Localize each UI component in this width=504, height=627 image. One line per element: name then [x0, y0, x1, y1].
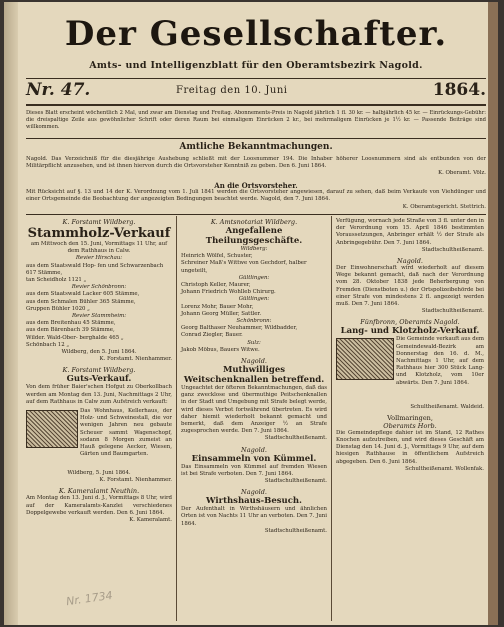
rule-columns — [26, 214, 486, 215]
ortsvorsteher-text: Mit Rücksicht auf §. 13 und 14 der K. Verordnung vom 1. Juli 1841 werden die Ortsvorsteher angewiesen, darauf zu sehen, daß beim Verkaufe von Viehdünger und einer Ortsgemeinde die Beobachtung der angezeigten Bedingungen beachtet werde. Nagold, den 7. Juni 1864. — [26, 189, 486, 203]
vollmaringen-sign: Schultheißenamt. Wollenfak. — [405, 465, 484, 472]
place-gueltlingen: Gültlingen: — [238, 274, 270, 281]
guts-verkauf-date: Wildberg, 5. Juni 1864. — [67, 470, 131, 477]
pencil-annotation: Nr. 1734 — [65, 588, 114, 609]
beherbergung-sign: Stadtschultheißenamt. — [421, 308, 484, 315]
revier3-line: Schönbach 12 „ — [26, 341, 70, 348]
revier3-line: aus dem Breitenhau 45 Stämme, — [26, 320, 116, 327]
section-heading: Amtliche Bekanntmachungen. — [179, 142, 333, 152]
column-1 — [26, 218, 172, 524]
aushebung-notice — [26, 156, 486, 178]
stammholz-date: Wildberg, den 5. Juni 1864. — [61, 349, 137, 356]
kameralamt-sign: K. Kameralamt. — [129, 517, 172, 524]
masthead-title: Der Gesellschafter. — [64, 14, 448, 54]
book-binding — [488, 2, 498, 625]
klotzholz-title: Lang- und Klotzholz-Verkauf. — [340, 326, 480, 337]
wirthshaus-text: Der Aufenthalt in Wirthshäusern und ähnlichen Orten ist von Nachts 11 Uhr an verboten. Den 7. Juni 1864. — [181, 506, 327, 527]
issue-date: Freitag den 10. Juni — [176, 85, 288, 96]
ortsvorsteher-notice — [26, 182, 486, 211]
stammholz-intro: am Mittwoch den 15. Juni, Vormittags 11 Uhr, auf dem Rathhaus in Calw. — [30, 241, 168, 255]
fuenfbronn-heading: Fünfbronn, Oberamts Nagold. — [360, 318, 460, 327]
house-woodcut-image — [26, 410, 78, 448]
guts-verkauf-sign: K. Forstamt. Nienhammer. — [99, 477, 172, 484]
forstamt-heading-2: K. Forstamt Wildberg. — [62, 366, 136, 375]
kameralamt-text: Am Montag den 13. Juni d. J., Vormittags 8 Uhr, wird auf der Kameralamts-Kanzlei verschiedenes Doppelgewebe verkauft werden. Den 6. Juni 1864. — [26, 495, 172, 516]
guts-verkauf-text: Von dem früher Baier'schen Hofgut zu Oberkollbach werden am Montag den 13. Juni, Nachmittags 2 Uhr, auf dem Rathhaus in Calw zum Aufstreich verkauft: — [26, 384, 172, 405]
name-entry: Lorenz Mohr, Bauer Mohr, — [181, 303, 254, 310]
revier2-line: aus dem Staatswald Lacker 605 Stämme, — [26, 291, 140, 298]
place-sulz: Sulz: — [247, 339, 261, 346]
aushebung-sign: K. Oberamt. Völz. — [438, 170, 486, 177]
revier1-line: tan Scheidholz 1121 „ — [26, 277, 87, 284]
kuemmel-sign: Stadtschultheißenamt. — [264, 478, 327, 485]
stammholz-sign: K. Forstamt. Nienhammer. — [99, 356, 172, 363]
issue-number: Nr. 47. — [26, 80, 91, 100]
nagold-heading-2: Nagold. — [241, 445, 267, 454]
stammholz-title: Stammholz-Verkauf — [27, 226, 171, 241]
place-schoenbronn: Schönbronn: — [236, 318, 272, 325]
revier3-line: Wilder. Wald-Ober- berghalde 465 „ — [26, 334, 124, 341]
ortsvorsteher-sign: K. Oberamtsgericht. Stettrich. — [402, 203, 486, 210]
name-entry: Christoph Keller, Maurer, — [181, 282, 251, 289]
amtsnotariat-heading: K. Amtsnotariat Wildberg. — [210, 218, 298, 226]
name-entry: Johann Georg Müller, Sattler. — [181, 310, 262, 317]
name-entry: Johann Friedrich Wohlleb Chirurg. — [181, 289, 276, 296]
revier1-line: aus dem Staatswald Hop- fen und Schwarzenbach 617 Stämme, — [26, 262, 164, 276]
issue-line — [26, 80, 486, 102]
revier3-line: aus dem Bärenbach 39 Stämme, — [26, 327, 115, 334]
page-spine — [4, 2, 18, 625]
theilungsgeschaefte-title: Angefallene Theilungsgeschäfte. — [205, 226, 303, 246]
kuemmel-title: Einsammeln von Kümmel. — [191, 453, 317, 464]
subscription-notice: Dieses Blatt erscheint wöchentlich 2 Mal, und zwar am Dienstag und Freitag. Abonnements-Preis in Nagold jährlich 1 fl. 30 kr. — halbjährlich 45 kr. — Einrückungs-Gebühr: die dreispaltige Zeile aus gewöhnlicher Schrift oder deren Raum bei einmaligem Einrücken 2 kr., bei mehrmaligem Einrücken je 1½ kr. — Passende Beiträge sind willkommen. — [26, 110, 486, 130]
revier-schoenbronn: Revier Schönbronn: — [71, 284, 127, 291]
guts-verkauf-woodcut-row — [26, 408, 172, 470]
ortsvorsteher-heading: An die Ortsvorsteher. — [214, 181, 298, 190]
rule-mid — [26, 104, 486, 106]
vollmaringen-text: Die Gemeindepflege dahier ist im Stand, 12 Rathes Knochen aufzutreiben, und wird dieses Geschäft am Dienstag den 14. Juni d. J., Vormittags 9 Uhr, auf dem hiesigen Rathhause in öffentlichem Aufstreich abgegeben. Den 6. Juni 1864. — [336, 429, 484, 465]
klotzholz-sign: Schultheißenamt. Waldeid. — [410, 404, 484, 411]
guts-verkauf-description: Das Wohnhaus, Kellerhaus, der Holz- und Schweinestall, die vor wenigen Jahren neu gebaute Scheuer sammt Wagenschopf, sodann 8 Morgen zumeist an Hauß gelegene Aecker, Wiesen, Gärten und Baumgarten. — [80, 408, 172, 458]
newspaper-page — [4, 2, 498, 625]
nagold-heading-4: Nagold. — [397, 257, 423, 266]
nagold-heading: Nagold. — [241, 357, 267, 366]
masthead-subtitle: Amts- und Intelligenzblatt für den Oberamtsbezirk Nagold. — [89, 60, 423, 71]
place-wildberg: Wildberg: — [240, 246, 268, 252]
peitschenknallen-title: Muthwilliges Weitschenknallen betreffend. — [183, 365, 325, 386]
guts-verkauf-title: Guts-Verkauf. — [66, 374, 132, 385]
column-3 — [336, 218, 484, 473]
column-divider-2 — [331, 216, 332, 621]
kuemmel-text: Das Einsammeln von Kümmel auf fremden Wiesen ist bei Strafe verboten. Den 7. Juni 1864. — [181, 463, 327, 477]
vollmaringen-heading: Vollmaringen, — [387, 413, 433, 422]
name-entry: Georg Balthaser Neuhammer, Wildbadder, — [181, 325, 298, 332]
revier2-line: Gruppen Bühler 1020 „ — [26, 305, 90, 312]
vollmaringen-place: Oberamts Horb. — [383, 421, 437, 430]
wirthshaus-sign: Stadtschultheißenamt. — [264, 527, 327, 534]
nagold-heading-3: Nagold. — [241, 488, 267, 497]
page-content — [26, 2, 486, 625]
woodcutters-woodcut-image — [336, 338, 394, 380]
rule-top — [26, 78, 486, 79]
forstamt-heading: K. Forstamt Wildberg. — [62, 218, 136, 226]
place-gueltlingen-2: Gültlingen: — [238, 296, 270, 303]
peitschenknallen-sign: Stadtschultheißenamt. — [264, 435, 327, 442]
name-entry: Conrad Ziegler, Bauer. — [181, 332, 243, 339]
name-entry: Heinrich Wölfel, Schuster, — [181, 253, 253, 260]
revier2-line: aus dem Schmalen Bühler 365 Stämme, — [26, 298, 136, 305]
revier-stammheim: Revier Stammheim: — [71, 313, 127, 320]
wirthshaus-title: Wirthshaus-Besuch. — [205, 496, 303, 507]
rule-notice — [26, 138, 486, 139]
revier-hirschau: Revier Hirschau: — [75, 255, 123, 262]
verfuegung-text: Verfügung, wornach jede Straße von 3 fl. unter den in der Verordnung vom 15. April 1846 bestimmten Voraussetzungen, Anbringer erhält ½ der Strafe als Anbringegebühr. Den 7. Juni 1864. — [336, 218, 484, 246]
name-entry: Schreiner Maß's Wittwe von Gechdorf, halber ungeteilt, — [181, 260, 307, 274]
peitschenknallen-text: Ungeachtet der öfteren Bekanntmachungen, daß das ganz zwecklose und übermuthige Peitschenknallen in der Stadt und Umgebung mit Strafe belegt werde, wird dieses Verbot fortwährend übertreten. Es wird daher hiemit wiederholt bekannt gemacht und bemerkt, daß dem Anzeiger ½ an Strafe zugesprochen werde. Den 7. Juni 1864. — [181, 385, 327, 435]
column-2 — [181, 218, 327, 535]
name-entry: Jakob Möbus, Bauers Witwe. — [181, 346, 260, 353]
kameralamt-heading: K. Kameralamt Neuthin. — [58, 487, 140, 496]
aushebung-text: Nagold. Das Verzeichniß für die diesjährige Aushebung schließt mit der Loosnummer 194. Die Inhaber höherer Loosnummern sind als entbunden von der Militärpflicht anzusehen, und ist ihnen hiervon durch die Ortsvorsteher Kenntniß zu geben. Den 6. Juni 1864. — [26, 156, 486, 170]
column-divider-1 — [176, 216, 177, 621]
klotzholz-text: Die Gemeinde verkauft aus dem Gemeindewald-Bezirk am Donnerstag den 16. d. M., Nachmittags 1 Uhr, auf dem Rathhaus hier 300 Stück Lang- und Klotzholz, vom 10er abwärts. Den 7. Juni 1864. — [396, 336, 484, 386]
klotzholz-woodcut-row — [336, 336, 484, 404]
beherbergung-text: Der Einwohnerschaft wird wiederholt auf diesem Wege bekannt gemacht, daß nach der Verordnung vom 28. Oktober 1838 jede Beherbergung von Fremden (Dienstboten u.) der Ortspolizeibehörde bei einer Strafe von mindestens 2 fl. angezeigt werden muß. Den 7. Juni 1864. — [336, 265, 484, 308]
issue-year: 1864. — [432, 80, 486, 100]
verfuegung-sign: Stadtschultheißenamt. — [421, 246, 484, 253]
